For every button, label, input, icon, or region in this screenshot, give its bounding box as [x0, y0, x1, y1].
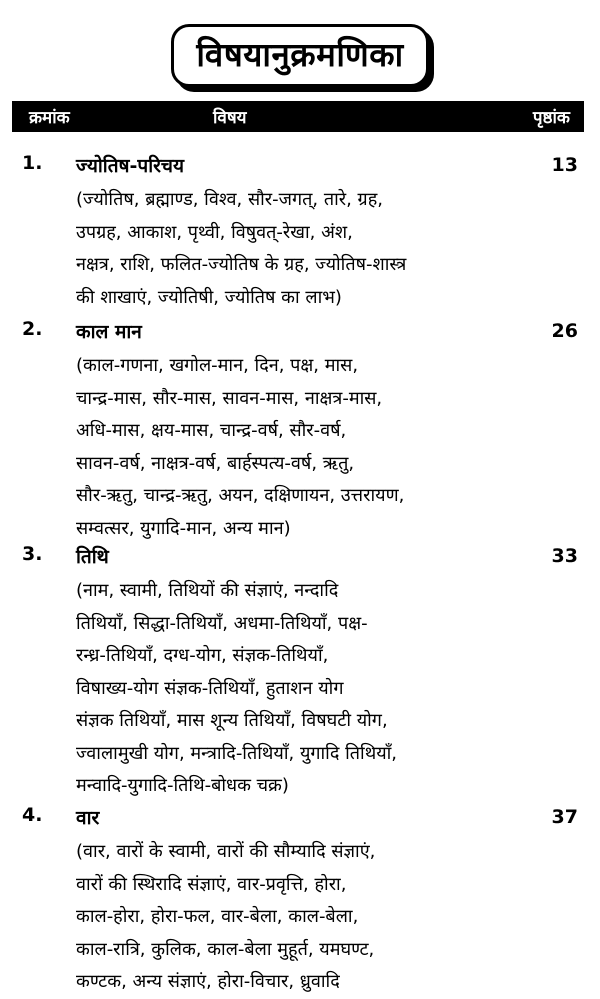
title-banner [0, 24, 600, 87]
page-title: विषयानुक्रमणिका [171, 24, 428, 87]
description-line: सावन-वर्ष, नाक्षत्र-वर्ष, बार्हस्पत्य-वर्ष, ऋतु, [76, 452, 355, 474]
entry-description [76, 184, 416, 314]
description-line: उपग्रह, आकाश, पृथ्वी, विषुवत्-रेखा, अंश, [76, 221, 353, 243]
entry-heading: तिथि [76, 546, 109, 568]
description-line: तिथियाँ, सिद्धा-तिथियाँ, अधमा-तिथियाँ, पक्ष- [76, 612, 368, 634]
description-line: सम्वत्सर, युगादि-मान, अन्य मान) [76, 517, 291, 539]
description-line: कण्टक, अन्य संज्ञाएं, होरा-विचार, ध्रुवादि [76, 971, 340, 992]
description-line: अधि-मास, क्षय-मास, चान्द्र-वर्ष, सौर-वर्ष, [76, 420, 347, 441]
entry-heading: वार [76, 807, 100, 829]
description-line: संज्ञक तिथियाँ, मास शून्य तिथियाँ, विषघटी योग, [76, 710, 388, 731]
entry-description [76, 350, 416, 545]
entry-number: 1. [22, 152, 43, 174]
entry-number: 4. [22, 804, 43, 826]
entry-description [76, 575, 416, 803]
entry-heading: ज्योतिष-परिचय [76, 155, 184, 177]
entry-page: 13 [551, 154, 578, 176]
header-serial: क्रमांक [29, 108, 70, 128]
description-line: चान्द्र-मास, सौर-मास, सावन-मास, नाक्षत्र-मास, [76, 387, 383, 409]
entry-description [76, 836, 416, 999]
description-line: (काल-गणना, खगोल-मान, दिन, पक्ष, मास, [76, 355, 359, 376]
entry-page: 26 [551, 320, 578, 342]
entry-heading: काल मान [76, 321, 142, 343]
entry-number: 3. [22, 543, 43, 565]
description-line: (ज्योतिष, ब्रह्माण्ड, विश्व, सौर-जगत्, तारे, ग्रह, [76, 189, 383, 210]
entry-number: 2. [22, 318, 43, 340]
description-line: सौर-ऋतु, चान्द्र-ऋतु, अयन, दक्षिणायन, उत्तरायण, [76, 485, 405, 506]
table-header [12, 101, 584, 132]
description-line: नक्षत्र, राशि, फलित-ज्योतिष के ग्रह, ज्योतिष-शास्त्र [76, 254, 407, 275]
description-line: ज्वालामुखी योग, मन्त्रादि-तिथियाँ, युगादि तिथियाँ, [76, 742, 398, 764]
entry-page: 37 [551, 806, 578, 828]
description-line: (वार, वारों के स्वामी, वारों की सौम्यादि संज्ञाएं, [76, 841, 376, 862]
header-subject: विषय [213, 108, 247, 128]
description-line: वारों की स्थिरादि संज्ञाएं, वार-प्रवृत्ति, होरा, [76, 873, 347, 895]
description-line: मन्वादि-युगादि-तिथि-बोधक चक्र) [76, 775, 289, 796]
description-line: की शाखाएं, ज्योतिषी, ज्योतिष का लाभ) [76, 286, 342, 308]
description-line: (नाम, स्वामी, तिथियों की संज्ञाएं, नन्दादि [76, 580, 339, 601]
description-line: काल-होरा, होरा-फल, वार-बेला, काल-बेला, [76, 906, 359, 927]
header-page: पृष्ठांक [532, 108, 570, 128]
description-line: रन्ध्र-तिथियाँ, दग्ध-योग, संज्ञक-तिथियाँ, [76, 645, 329, 666]
entry-page: 33 [551, 545, 578, 567]
description-line: काल-रात्रि, कुलिक, काल-बेला मुहूर्त, यमघण्ट, [76, 938, 375, 960]
description-line: विषाख्य-योग संज्ञक-तिथियाँ, हुताशन योग [76, 677, 344, 699]
